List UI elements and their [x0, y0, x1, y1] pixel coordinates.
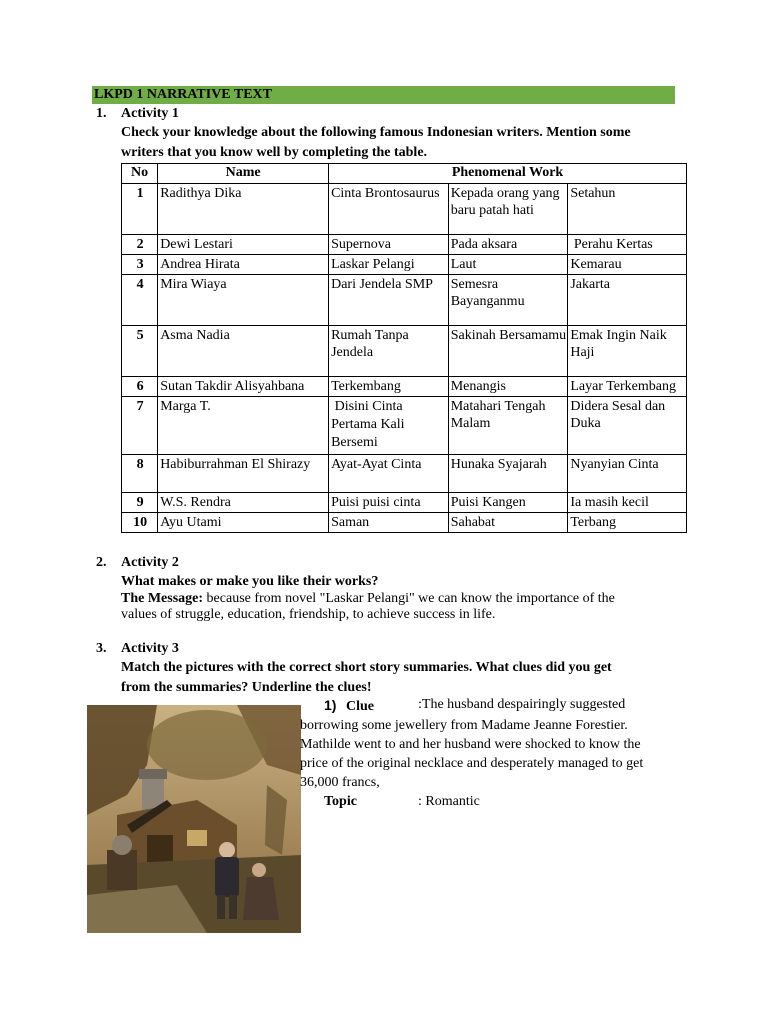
row-work: Laut — [448, 255, 568, 275]
row-work: Hunaka Syajarah — [448, 455, 568, 493]
row-work: Kepada orang yang baru patah hati — [448, 184, 568, 235]
row-work: Terkembang — [329, 377, 449, 397]
row-no: 7 — [122, 397, 158, 455]
header-name: Name — [158, 164, 329, 184]
table-row — [122, 513, 687, 533]
row-name: W.S. Rendra — [158, 493, 329, 513]
activity2-question: What makes or make you like their works? — [121, 574, 379, 589]
header-phenomenal-work: Phenomenal Work — [329, 164, 687, 184]
row-work: Didera Sesal dan Duka — [568, 397, 687, 455]
table-row — [122, 377, 687, 397]
row-no: 3 — [122, 255, 158, 275]
table-row — [122, 255, 687, 275]
activity2-title: Activity 2 — [121, 555, 179, 570]
table-row — [122, 184, 687, 235]
activity3-instruction-line2: from the summaries? Underline the clues! — [121, 680, 372, 695]
clue-line5: 36,000 francs, — [300, 775, 380, 790]
item-number: 1) — [324, 697, 337, 713]
row-no: 1 — [122, 184, 158, 235]
table-row — [122, 235, 687, 255]
activity1-instruction-line1: Check your knowledge about the following famous Indonesian writers. Mention some — [121, 125, 631, 140]
row-name: Asma Nadia — [158, 326, 329, 377]
clue-line1: :The husband despairingly suggested — [418, 697, 626, 712]
topic-value: : Romantic — [418, 794, 480, 809]
activity2-number: 2. — [96, 555, 107, 570]
row-no: 2 — [122, 235, 158, 255]
table-row — [122, 493, 687, 513]
row-work: Kemarau — [568, 255, 687, 275]
row-work: Sakinah Bersamamu — [448, 326, 568, 377]
activity3-number: 3. — [96, 641, 107, 656]
row-no: 6 — [122, 377, 158, 397]
activity2-message — [121, 591, 615, 607]
row-work: Laskar Pelangi — [329, 255, 449, 275]
table-header-row — [122, 164, 687, 184]
row-name: Marga T. — [158, 397, 329, 455]
row-work: Jakarta — [568, 275, 687, 326]
row-name: Andrea Hirata — [158, 255, 329, 275]
row-work: Puisi puisi cinta — [329, 493, 449, 513]
row-name: Habiburrahman El Shirazy — [158, 455, 329, 493]
row-work: Dari Jendela SMP — [329, 275, 449, 326]
table-row — [122, 275, 687, 326]
row-name: Mira Wiaya — [158, 275, 329, 326]
row-no: 10 — [122, 513, 158, 533]
activity1-instruction-line2: writers that you know well by completing the table. — [121, 145, 428, 160]
row-work: Cinta Brontosaurus — [329, 184, 449, 235]
row-work: Disini Cinta Pertama Kali Bersemi — [329, 397, 449, 455]
row-work: Menangis — [448, 377, 568, 397]
row-name: Ayu Utami — [158, 513, 329, 533]
table-row — [122, 326, 687, 377]
row-no: 5 — [122, 326, 158, 377]
topic-label: Topic — [324, 794, 357, 809]
activity1-title: Activity 1 — [121, 106, 179, 121]
row-work: Ia masih kecil — [568, 493, 687, 513]
row-work: Perahu Kertas — [568, 235, 687, 255]
row-name: Radithya Dika — [158, 184, 329, 235]
row-work: Terbang — [568, 513, 687, 533]
clue-line3: Mathilde went to and her husband were shocked to know the — [300, 737, 641, 752]
row-work: Supernova — [329, 235, 449, 255]
clue-header — [324, 697, 374, 715]
row-no: 8 — [122, 455, 158, 493]
row-no: 9 — [122, 493, 158, 513]
row-work: Puisi Kangen — [448, 493, 568, 513]
row-work: Semesra Bayanganmu — [448, 275, 568, 326]
writers-table — [121, 163, 687, 533]
message-label: The Message: — [121, 591, 204, 606]
row-work: Setahun — [568, 184, 687, 235]
row-work: Matahari Tengah Malam — [448, 397, 568, 455]
row-no: 4 — [122, 275, 158, 326]
clue-line4: price of the original necklace and desperately managed to get — [300, 756, 644, 771]
row-work: Sahabat — [448, 513, 568, 533]
table-row — [122, 397, 687, 455]
activity3-title: Activity 3 — [121, 641, 179, 656]
row-work: Ayat-Ayat Cinta — [329, 455, 449, 493]
activity1-number: 1. — [96, 106, 107, 121]
row-work: Pada aksara — [448, 235, 568, 255]
clue-line2: borrowing some jewellery from Madame Jeanne Forestier. — [300, 718, 628, 733]
row-work: Saman — [329, 513, 449, 533]
row-name: Sutan Takdir Alisyahbana — [158, 377, 329, 397]
header-no: No — [122, 164, 158, 184]
worksheet-title-banner: LKPD 1 NARRATIVE TEXT — [92, 86, 675, 104]
table-row — [122, 455, 687, 493]
story-illustration — [87, 705, 301, 933]
row-work: Layar Terkembang — [568, 377, 687, 397]
activity3-instruction-line1: Match the pictures with the correct short story summaries. What clues did you get — [121, 660, 612, 675]
row-name: Dewi Lestari — [158, 235, 329, 255]
activity2-message-line2: values of struggle, education, friendship, to achieve success in life. — [121, 607, 496, 622]
clue-label: Clue — [345, 699, 374, 714]
row-work: Emak Ingin Naik Haji — [568, 326, 687, 377]
message-text: because from novel "Laskar Pelangi" we can know the importance of the — [203, 591, 615, 606]
row-work: Nyanyian Cinta — [568, 455, 687, 493]
row-work: Rumah Tanpa Jendela — [329, 326, 449, 377]
